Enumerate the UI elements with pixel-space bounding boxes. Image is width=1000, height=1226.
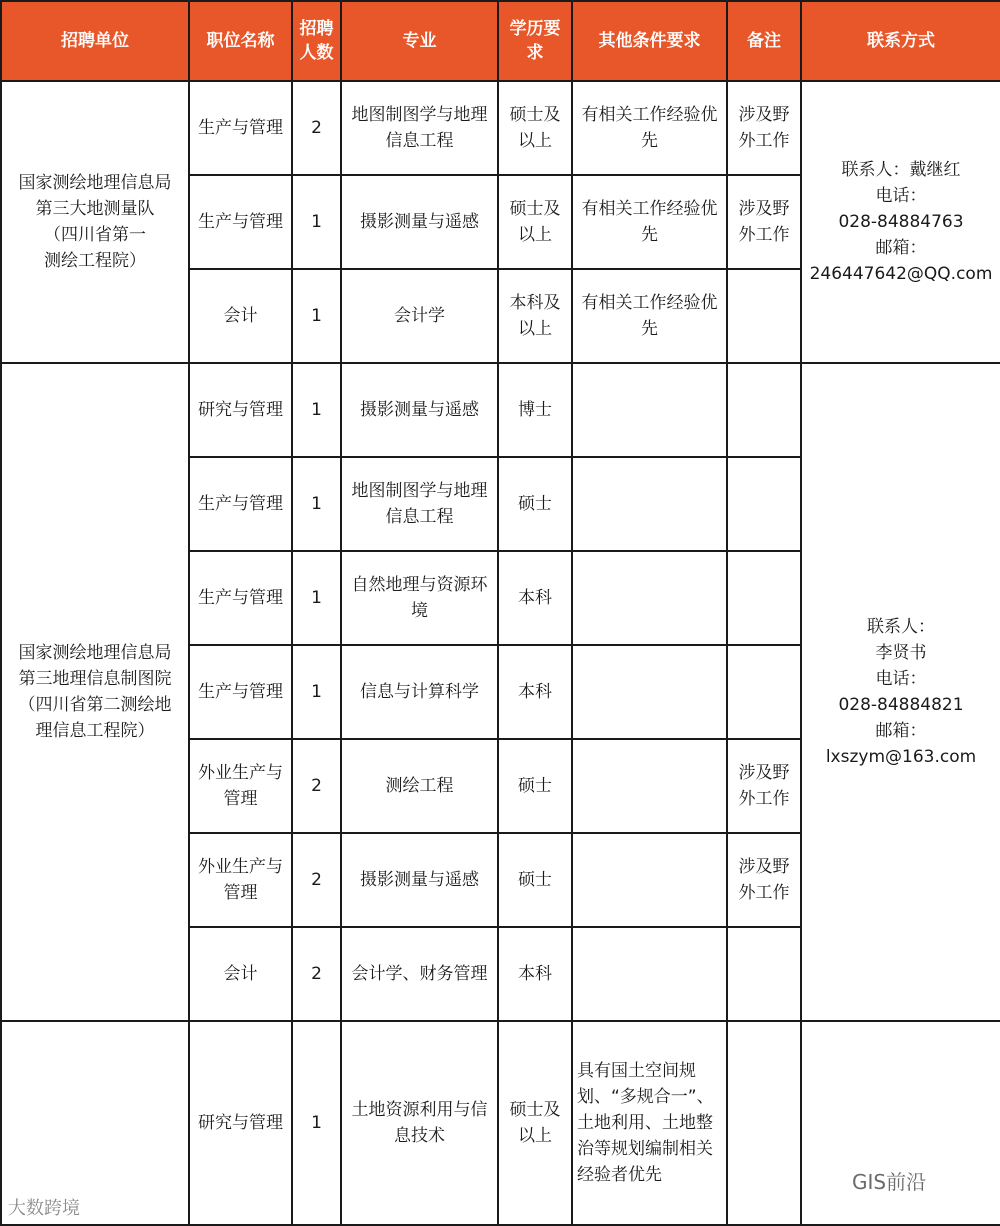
unit-line: （四川省第一 xyxy=(44,225,146,245)
other-cell: 有相关工作经验优先 xyxy=(572,81,727,175)
degree-cell: 硕士及以上 xyxy=(498,175,572,269)
note-cell xyxy=(727,363,801,457)
table-row xyxy=(1,81,1000,175)
degree-cell: 硕士及以上 xyxy=(498,81,572,175)
position-cell: 外业生产与管理 xyxy=(189,739,292,833)
contact-line: 电话： xyxy=(875,186,927,206)
header-degree: 学历要求 xyxy=(498,1,572,81)
header-other: 其他条件要求 xyxy=(572,1,727,81)
position-cell: 会计 xyxy=(189,927,292,1021)
note-cell xyxy=(727,645,801,739)
other-cell xyxy=(572,739,727,833)
header-position: 职位名称 xyxy=(189,1,292,81)
unit-line: 理信息工程院） xyxy=(35,721,155,741)
major-cell: 土地资源利用与信息技术 xyxy=(341,1021,498,1225)
note-cell xyxy=(727,269,801,363)
position-cell: 生产与管理 xyxy=(189,175,292,269)
note-cell xyxy=(727,927,801,1021)
contact-line: 邮箱： xyxy=(875,721,927,741)
contact-line: 246447642@QQ.com xyxy=(809,264,993,284)
contact-line: 邮箱： xyxy=(875,238,927,258)
major-cell: 会计学 xyxy=(341,269,498,363)
header-note: 备注 xyxy=(727,1,801,81)
major-cell: 摄影测量与遥感 xyxy=(341,833,498,927)
count-cell: 1 xyxy=(292,175,341,269)
other-cell: 具有国土空间规划、“多规合一”、土地利用、土地整治等规划编制相关经验者优先 xyxy=(572,1021,727,1225)
other-cell: 有相关工作经验优先 xyxy=(572,269,727,363)
other-cell xyxy=(572,645,727,739)
position-cell: 生产与管理 xyxy=(189,457,292,551)
degree-cell: 本科 xyxy=(498,645,572,739)
major-cell: 自然地理与资源环境 xyxy=(341,551,498,645)
degree-cell: 本科 xyxy=(498,551,572,645)
note-cell: 涉及野外工作 xyxy=(727,739,801,833)
count-cell: 1 xyxy=(292,1021,341,1225)
other-cell xyxy=(572,927,727,1021)
count-cell: 2 xyxy=(292,927,341,1021)
note-cell xyxy=(727,1021,801,1225)
watermark-right: GIS前沿 xyxy=(852,1170,927,1194)
header-major: 专业 xyxy=(341,1,498,81)
unit-line: 国家测绘地理信息局 xyxy=(18,173,172,193)
major-cell: 地图制图学与地理信息工程 xyxy=(341,81,498,175)
position-cell: 生产与管理 xyxy=(189,551,292,645)
degree-cell: 硕士及以上 xyxy=(498,1021,572,1225)
count-cell: 1 xyxy=(292,551,341,645)
unit-cell xyxy=(1,81,189,363)
contact-line: 联系人：戴继红 xyxy=(841,160,961,180)
major-cell: 摄影测量与遥感 xyxy=(341,175,498,269)
position-cell: 生产与管理 xyxy=(189,81,292,175)
header-count: 招聘人数 xyxy=(292,1,341,81)
contact-line: 028-84884763 xyxy=(838,212,964,232)
other-cell xyxy=(572,551,727,645)
other-cell xyxy=(572,363,727,457)
position-cell: 外业生产与管理 xyxy=(189,833,292,927)
major-cell: 测绘工程 xyxy=(341,739,498,833)
count-cell: 1 xyxy=(292,269,341,363)
degree-cell: 本科 xyxy=(498,927,572,1021)
header-contact: 联系方式 xyxy=(801,1,1000,81)
degree-cell: 硕士 xyxy=(498,739,572,833)
note-cell: 涉及野外工作 xyxy=(727,81,801,175)
count-cell: 1 xyxy=(292,645,341,739)
degree-cell: 硕士 xyxy=(498,833,572,927)
unit-line: 国家测绘地理信息局 xyxy=(18,643,172,663)
other-cell xyxy=(572,833,727,927)
major-cell: 会计学、财务管理 xyxy=(341,927,498,1021)
contact-cell xyxy=(801,363,1000,1021)
note-cell: 涉及野外工作 xyxy=(727,175,801,269)
contact-line: 李贤书 xyxy=(875,643,927,663)
table-row xyxy=(1,363,1000,457)
major-cell: 信息与计算科学 xyxy=(341,645,498,739)
degree-cell: 本科及以上 xyxy=(498,269,572,363)
contact-line: 028-84884821 xyxy=(838,695,964,715)
unit-cell xyxy=(1,363,189,1021)
degree-cell: 博士 xyxy=(498,363,572,457)
header-unit: 招聘单位 xyxy=(1,1,189,81)
note-cell xyxy=(727,457,801,551)
other-cell xyxy=(572,457,727,551)
major-cell: 摄影测量与遥感 xyxy=(341,363,498,457)
watermark-left: 大数跨境 xyxy=(8,1198,80,1219)
unit-line: 第三地理信息制图院 xyxy=(18,669,172,689)
count-cell: 1 xyxy=(292,363,341,457)
unit-line: （四川省第二测绘地 xyxy=(18,695,172,715)
contact-line: lxszym@163.com xyxy=(825,747,977,767)
table-row xyxy=(1,1021,1000,1225)
position-cell: 研究与管理 xyxy=(189,363,292,457)
other-cell: 有相关工作经验优先 xyxy=(572,175,727,269)
count-cell: 2 xyxy=(292,81,341,175)
position-cell: 会计 xyxy=(189,269,292,363)
note-cell: 涉及野外工作 xyxy=(727,833,801,927)
unit-line: 测绘工程院） xyxy=(44,251,146,271)
degree-cell: 硕士 xyxy=(498,457,572,551)
position-cell: 生产与管理 xyxy=(189,645,292,739)
count-cell: 2 xyxy=(292,833,341,927)
count-cell: 1 xyxy=(292,457,341,551)
contact-line: 联系人： xyxy=(867,617,935,637)
contact-cell xyxy=(801,81,1000,363)
count-cell: 2 xyxy=(292,739,341,833)
unit-line: 第三大地测量队 xyxy=(35,199,155,219)
note-cell xyxy=(727,551,801,645)
header-row xyxy=(1,1,1000,81)
contact-line: 电话： xyxy=(875,669,927,689)
position-cell: 研究与管理 xyxy=(189,1021,292,1225)
major-cell: 地图制图学与地理信息工程 xyxy=(341,457,498,551)
